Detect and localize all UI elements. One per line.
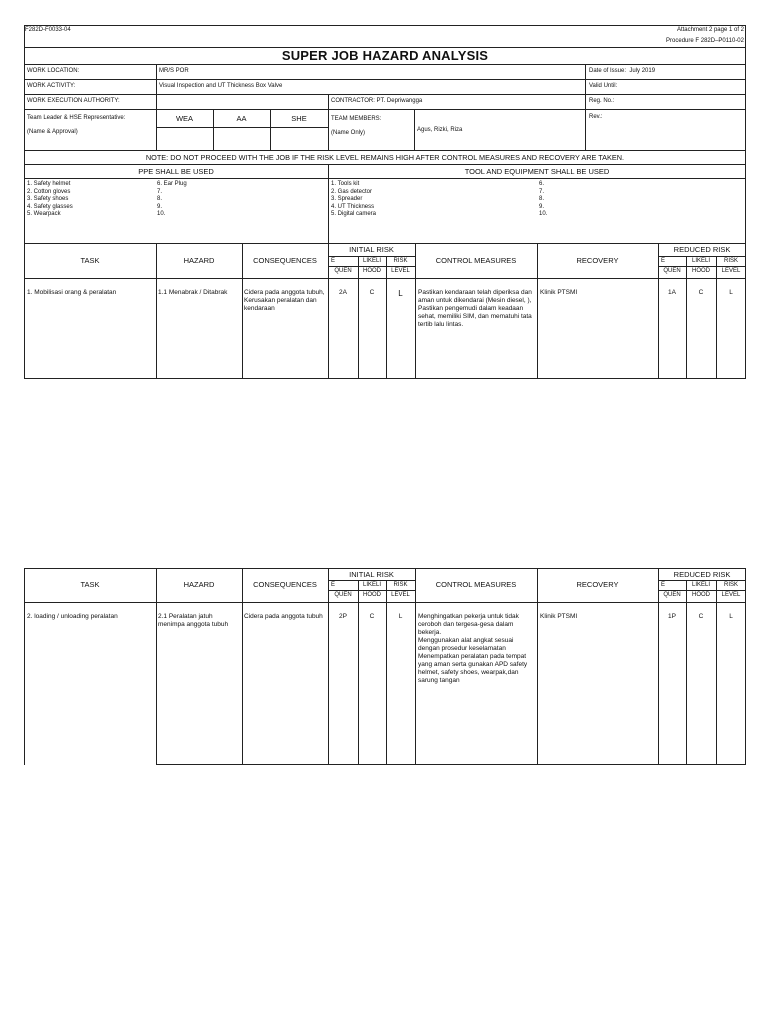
sub-level: LEVEL <box>391 592 410 598</box>
tool-item: 3. Spreader <box>331 196 363 202</box>
name-approval-label: (Name & Approval) <box>27 129 78 135</box>
column-recovery: RECOVERY <box>576 256 619 265</box>
reduced-e-cell: 1A <box>668 289 676 296</box>
she-label: SHE <box>291 114 307 123</box>
date-of-issue-value: July 2019 <box>629 68 656 74</box>
column-hazard: HAZARD <box>183 256 215 265</box>
sub-likeli: LIKELI <box>362 258 381 264</box>
initial-level-cell: L <box>398 289 403 298</box>
sub-e: E <box>661 258 666 264</box>
document-code: F282D-F0033-04 <box>25 27 71 33</box>
ppe-item: 7. <box>157 188 163 195</box>
sub-hood: HOOD <box>363 268 381 274</box>
ppe-list-1 <box>27 181 73 219</box>
recovery-cell: Klinik PTSMI <box>540 289 578 296</box>
sub-risk: RISK <box>393 258 408 264</box>
sub-risk: RISK <box>393 582 408 588</box>
column-reduced-risk: REDUCED RISK <box>673 245 731 254</box>
reg-no-label: Reg. No.: <box>589 98 615 104</box>
sub-queen: QUEN <box>663 268 681 274</box>
sub-queen: QUEN <box>663 592 681 598</box>
reduced-likelihood-cell: C <box>698 289 704 296</box>
date-of-issue-label-text: Date of Issue: <box>589 68 627 74</box>
ppe-item: 10. <box>157 211 166 217</box>
reduced-e-cell: 1P <box>668 613 676 620</box>
aa-label: AA <box>236 114 247 123</box>
sub-level: LEVEL <box>721 592 741 598</box>
procedure-label: Procedure F 282D–P0110-02 <box>666 38 744 44</box>
tools-list-1 <box>331 181 376 219</box>
consequences-cell: Cidera pada anggota tubuh, Kerusakan peralatan dan kendaraan <box>244 289 325 312</box>
name-only-label: (Name Only) <box>331 130 366 136</box>
rev-label: Rev.: <box>589 114 603 120</box>
sub-e: E <box>661 582 666 588</box>
initial-e-cell: 2P <box>339 613 347 620</box>
team-members-label: TEAM MEMBERS: <box>331 116 382 122</box>
tool-item: 8. <box>539 196 545 202</box>
reduced-likelihood-cell: C <box>698 613 704 620</box>
column-task: TASK <box>80 580 100 589</box>
reduced-level-cell: L <box>729 613 733 620</box>
ppe-item: 4. Safety glasses <box>27 203 73 210</box>
wea-label: WEA <box>175 114 194 123</box>
column-consequences: CONSEQUENCES <box>253 580 317 589</box>
work-activity-label: WORK ACTIVITY: <box>27 83 76 89</box>
safety-note: NOTE: DO NOT PROCEED WITH THE JOB IF THE RISK LEVEL REMAINS HIGH AFTER CONTROL MEASURES AND RECOVERY ARE TAKEN. <box>145 153 625 162</box>
sub-e: E <box>331 582 336 588</box>
sub-queen: QUEN <box>334 592 352 598</box>
tool-item: 9. <box>539 203 545 210</box>
ppe-item: 5. Wearpack <box>27 211 61 217</box>
attachment-label: Attachment 2 page 1 of 2 <box>676 27 744 33</box>
ppe-list-2 <box>157 181 187 219</box>
column-control-measures: CONTROL MEASURES <box>435 256 517 265</box>
ppe-item: 2. Cotton gloves <box>27 188 71 195</box>
reduced-level-cell: L <box>729 289 733 296</box>
team-members-value: Agus, Rizki, Riza <box>417 127 463 133</box>
ppe-heading: PPE SHALL BE USED <box>138 167 214 176</box>
valid-until-label: Valid Until: <box>589 83 618 89</box>
tools-list-2 <box>539 181 547 219</box>
work-location-label: WORK LOCATION: <box>27 68 80 74</box>
ppe-item: 1. Safety helmet <box>27 181 71 187</box>
tool-item: 1. Tools kit <box>331 181 360 187</box>
sub-likeli: LIKELI <box>362 582 381 588</box>
sub-likeli: LIKELI <box>691 258 710 264</box>
ppe-item: 8. <box>157 196 163 202</box>
column-initial-risk: INITIAL RISK <box>349 245 394 254</box>
control-measures-cell: Menghingatkan pekerja untuk tidak ceroboh dan tergesa-gesa dalam bekerja. Menggunakan alat angkat sesuai dengan prosedur keselamatan Menempatkan peralatan pada tempat yang aman serta gunakan APD safety helmet, safety shoes, wearpak,dan sarung tangan <box>418 613 528 684</box>
work-execution-authority-label: WORK EXECUTION AUTHORITY: <box>27 98 120 104</box>
column-control-measures: CONTROL MEASURES <box>435 580 517 589</box>
work-activity-value: Visual Inspection and UT Thickness Box Valve <box>159 83 283 89</box>
task-cell: 1. Mobilisasi orang & peralatan <box>27 289 117 296</box>
tool-item: 7. <box>539 188 545 195</box>
ppe-item: 3. Safety shoes <box>27 196 69 202</box>
team-leader-label: Team Leader & HSE Representative: <box>27 115 126 121</box>
consequences-cell: Cidera pada anggota tubuh <box>244 613 323 620</box>
hazard-cell: 2.1 Peralatan jatuh menimpa anggota tubuh <box>158 613 229 628</box>
sub-hood: HOOD <box>692 592 710 598</box>
task-cell: 2. loading / unloading peralatan <box>27 613 118 620</box>
work-location-value: MR/S POR <box>159 68 189 74</box>
date-of-issue-label <box>589 68 655 76</box>
column-consequences: CONSEQUENCES <box>253 256 317 265</box>
column-reduced-risk: REDUCED RISK <box>673 570 731 579</box>
recovery-cell: Klinik PTSMI <box>540 613 578 620</box>
initial-e-cell: 2A <box>339 289 347 296</box>
tool-item: 2. Gas detector <box>331 188 373 195</box>
sub-level: LEVEL <box>721 268 741 274</box>
sub-e: E <box>331 258 336 264</box>
tool-item: 10. <box>539 211 548 217</box>
ppe-item: 9. <box>157 203 163 210</box>
sub-queen: QUEN <box>334 268 352 274</box>
tools-heading: TOOL AND EQUIPMENT SHALL BE USED <box>464 167 610 176</box>
sub-likeli: LIKELI <box>691 582 710 588</box>
contractor-label: CONTRACTOR: PT. Depriwangga <box>331 98 423 104</box>
sub-risk: RISK <box>723 258 738 264</box>
sub-level: LEVEL <box>391 268 410 274</box>
hazard-cell: 1.1 Menabrak / Ditabrak <box>158 289 228 296</box>
initial-level-cell: L <box>398 613 403 620</box>
sub-risk: RISK <box>723 582 738 588</box>
page-title: SUPER JOB HAZARD ANALYSIS <box>281 48 489 63</box>
column-hazard: HAZARD <box>183 580 215 589</box>
initial-likelihood-cell: C <box>369 289 375 296</box>
sub-hood: HOOD <box>363 592 381 598</box>
tool-item: 4. UT Thickness <box>331 203 375 210</box>
tool-item: 6. <box>539 181 545 187</box>
ppe-item: 6. Ear Plug <box>157 181 187 187</box>
initial-likelihood-cell: C <box>369 613 375 620</box>
control-measures-cell: Pastikan kendaraan telah diperiksa dan aman untuk dikendarai (Mesin diesel, ), Pastikan pengemudi dalam keadaan sehat, memiliki SIM, dan mematuhi tata tertib lalu lintas. <box>418 289 532 328</box>
tool-item: 5. Digital camera <box>331 211 377 217</box>
column-initial-risk: INITIAL RISK <box>349 570 394 579</box>
sub-hood: HOOD <box>692 268 710 274</box>
column-recovery: RECOVERY <box>576 580 619 589</box>
column-task: TASK <box>80 256 100 265</box>
